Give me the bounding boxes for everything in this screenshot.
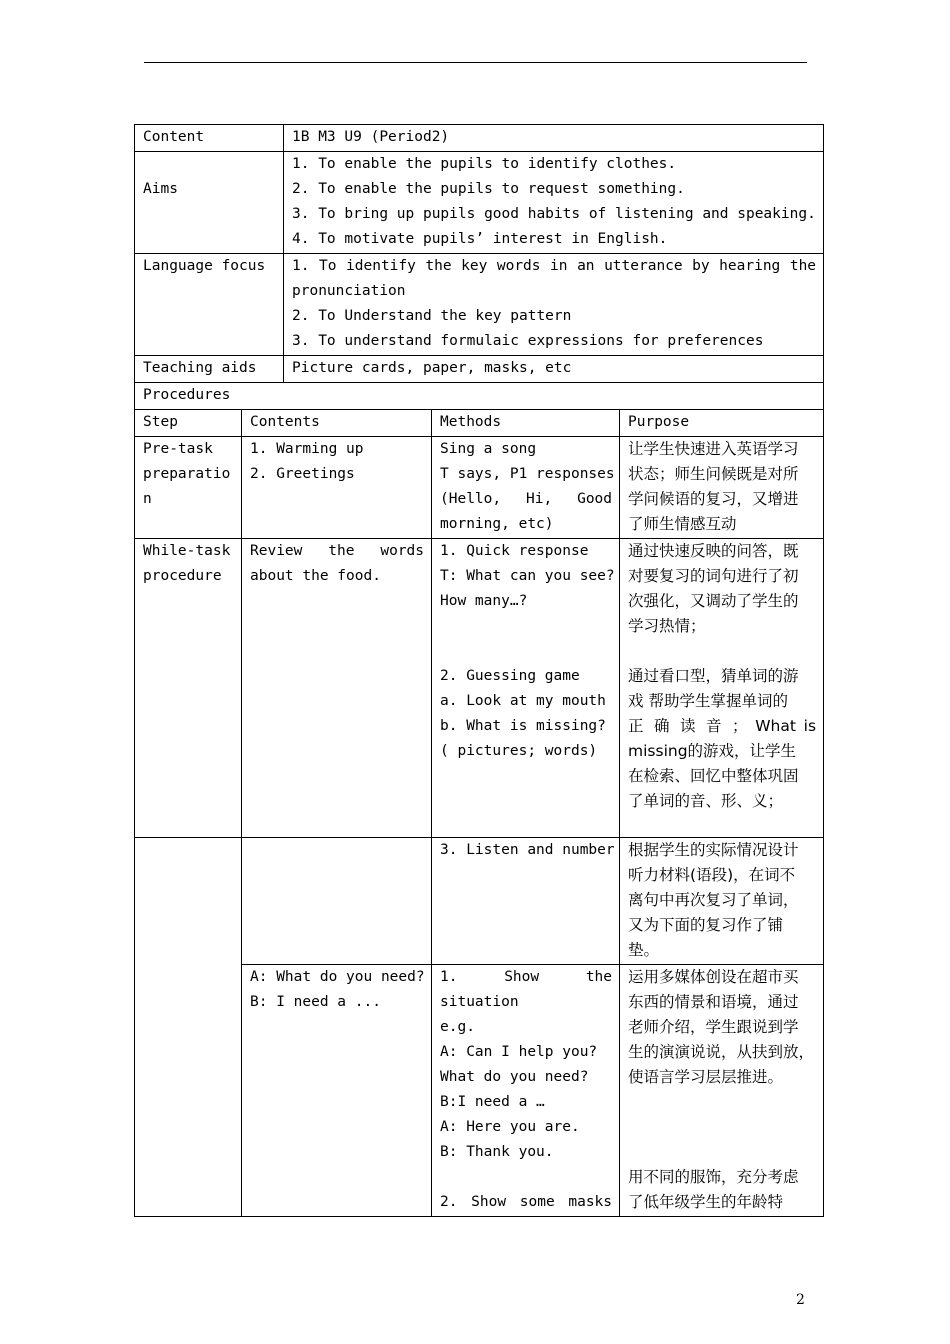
contents-header: Contents bbox=[242, 410, 432, 437]
aims-label: Aims bbox=[135, 152, 284, 254]
aids-value: Picture cards, paper, masks, etc bbox=[284, 356, 824, 383]
aim-item: 3. To bring up pupils good habits of listening and speaking. bbox=[292, 206, 816, 222]
focus-item: 2. To Understand the key pattern bbox=[292, 308, 572, 324]
focus-item: pronunciation bbox=[292, 283, 406, 299]
focus-item: 1. To identify the key words in an utterance by hearing the bbox=[292, 258, 817, 274]
step-header: Step bbox=[135, 410, 242, 437]
pre-task-purpose: 让学生快速进入英语学习 状态；师生问候既是对所 学问候语的复习，又增进 了师生情感互动 bbox=[620, 437, 824, 539]
pre-task-step: Pre-task preparatio n bbox=[135, 437, 242, 539]
while-task-contents: Review the words about the food. bbox=[242, 539, 432, 838]
lesson-plan-table bbox=[134, 124, 824, 1217]
aim-item: 2. To enable the pupils to request something. bbox=[292, 181, 685, 197]
while-task-purpose: 通过快速反映的问答，既 对要复习的词句进行了初 次强化，又调动了学生的 学习热情； 通过看口型，猜单词的游 戏 帮助学生掌握单词的 正 确 读 音 ； What is missing的游戏，让学生 在检索、回忆中整体巩固 了单词的音、形、义； bbox=[620, 539, 824, 838]
aim-item: 1. To enable the pupils to identify clothes. bbox=[292, 156, 677, 172]
purpose-header: Purpose bbox=[620, 410, 824, 437]
row4-purpose: 运用多媒体创设在超市买 东西的情景和语境，通过 老师介绍，学生跟说到学 生的演演说说，从扶到放， 使语言学习层层推进。 用不同的服饰，充分考虑 了低年级学生的年龄特 bbox=[620, 965, 824, 1217]
row4-methods: 1. Show the situation e.g. A: Can I help you? What do you need? B:I need a … A: Here you are. B: Thank you. 2. Show some masks bbox=[432, 965, 620, 1217]
focus-item: 3. To understand formulaic expressions for preferences bbox=[292, 333, 764, 349]
content-label: Content bbox=[135, 125, 284, 152]
header-rule bbox=[144, 62, 807, 63]
focus-list bbox=[284, 254, 824, 356]
page-number: 2 bbox=[796, 1292, 805, 1308]
pre-task-contents: 1. Warming up 2. Greetings bbox=[242, 437, 432, 539]
aids-label: Teaching aids bbox=[135, 356, 284, 383]
pre-task-methods: Sing a song T says, P1 responses (Hello, Hi, Good morning, etc) bbox=[432, 437, 620, 539]
aims-list bbox=[284, 152, 824, 254]
while-task-methods: 1. Quick response T: What can you see? How many…? 2. Guessing game a. Look at my mouth b. What is missing? ( pictures; words) bbox=[432, 539, 620, 838]
row3-purpose: 根据学生的实际情况设计 听力材料(语段)，在词不 离句中再次复习了单词， 又为下面的复习作了铺 垫。 bbox=[620, 838, 824, 965]
procedures-label: Procedures bbox=[135, 383, 824, 410]
row4-contents: A: What do you need? B: I need a ... bbox=[242, 965, 432, 1217]
content-value: 1B M3 U9 (Period2) bbox=[284, 125, 824, 152]
aim-item: 4. To motivate pupils’ interest in English. bbox=[292, 231, 668, 247]
methods-header: Methods bbox=[432, 410, 620, 437]
while-task-step: While-task procedure bbox=[135, 539, 242, 838]
row3-contents bbox=[242, 838, 432, 965]
row3-methods: 3. Listen and number bbox=[432, 838, 620, 965]
focus-label: Language focus bbox=[135, 254, 284, 356]
continued-step bbox=[135, 838, 242, 1217]
